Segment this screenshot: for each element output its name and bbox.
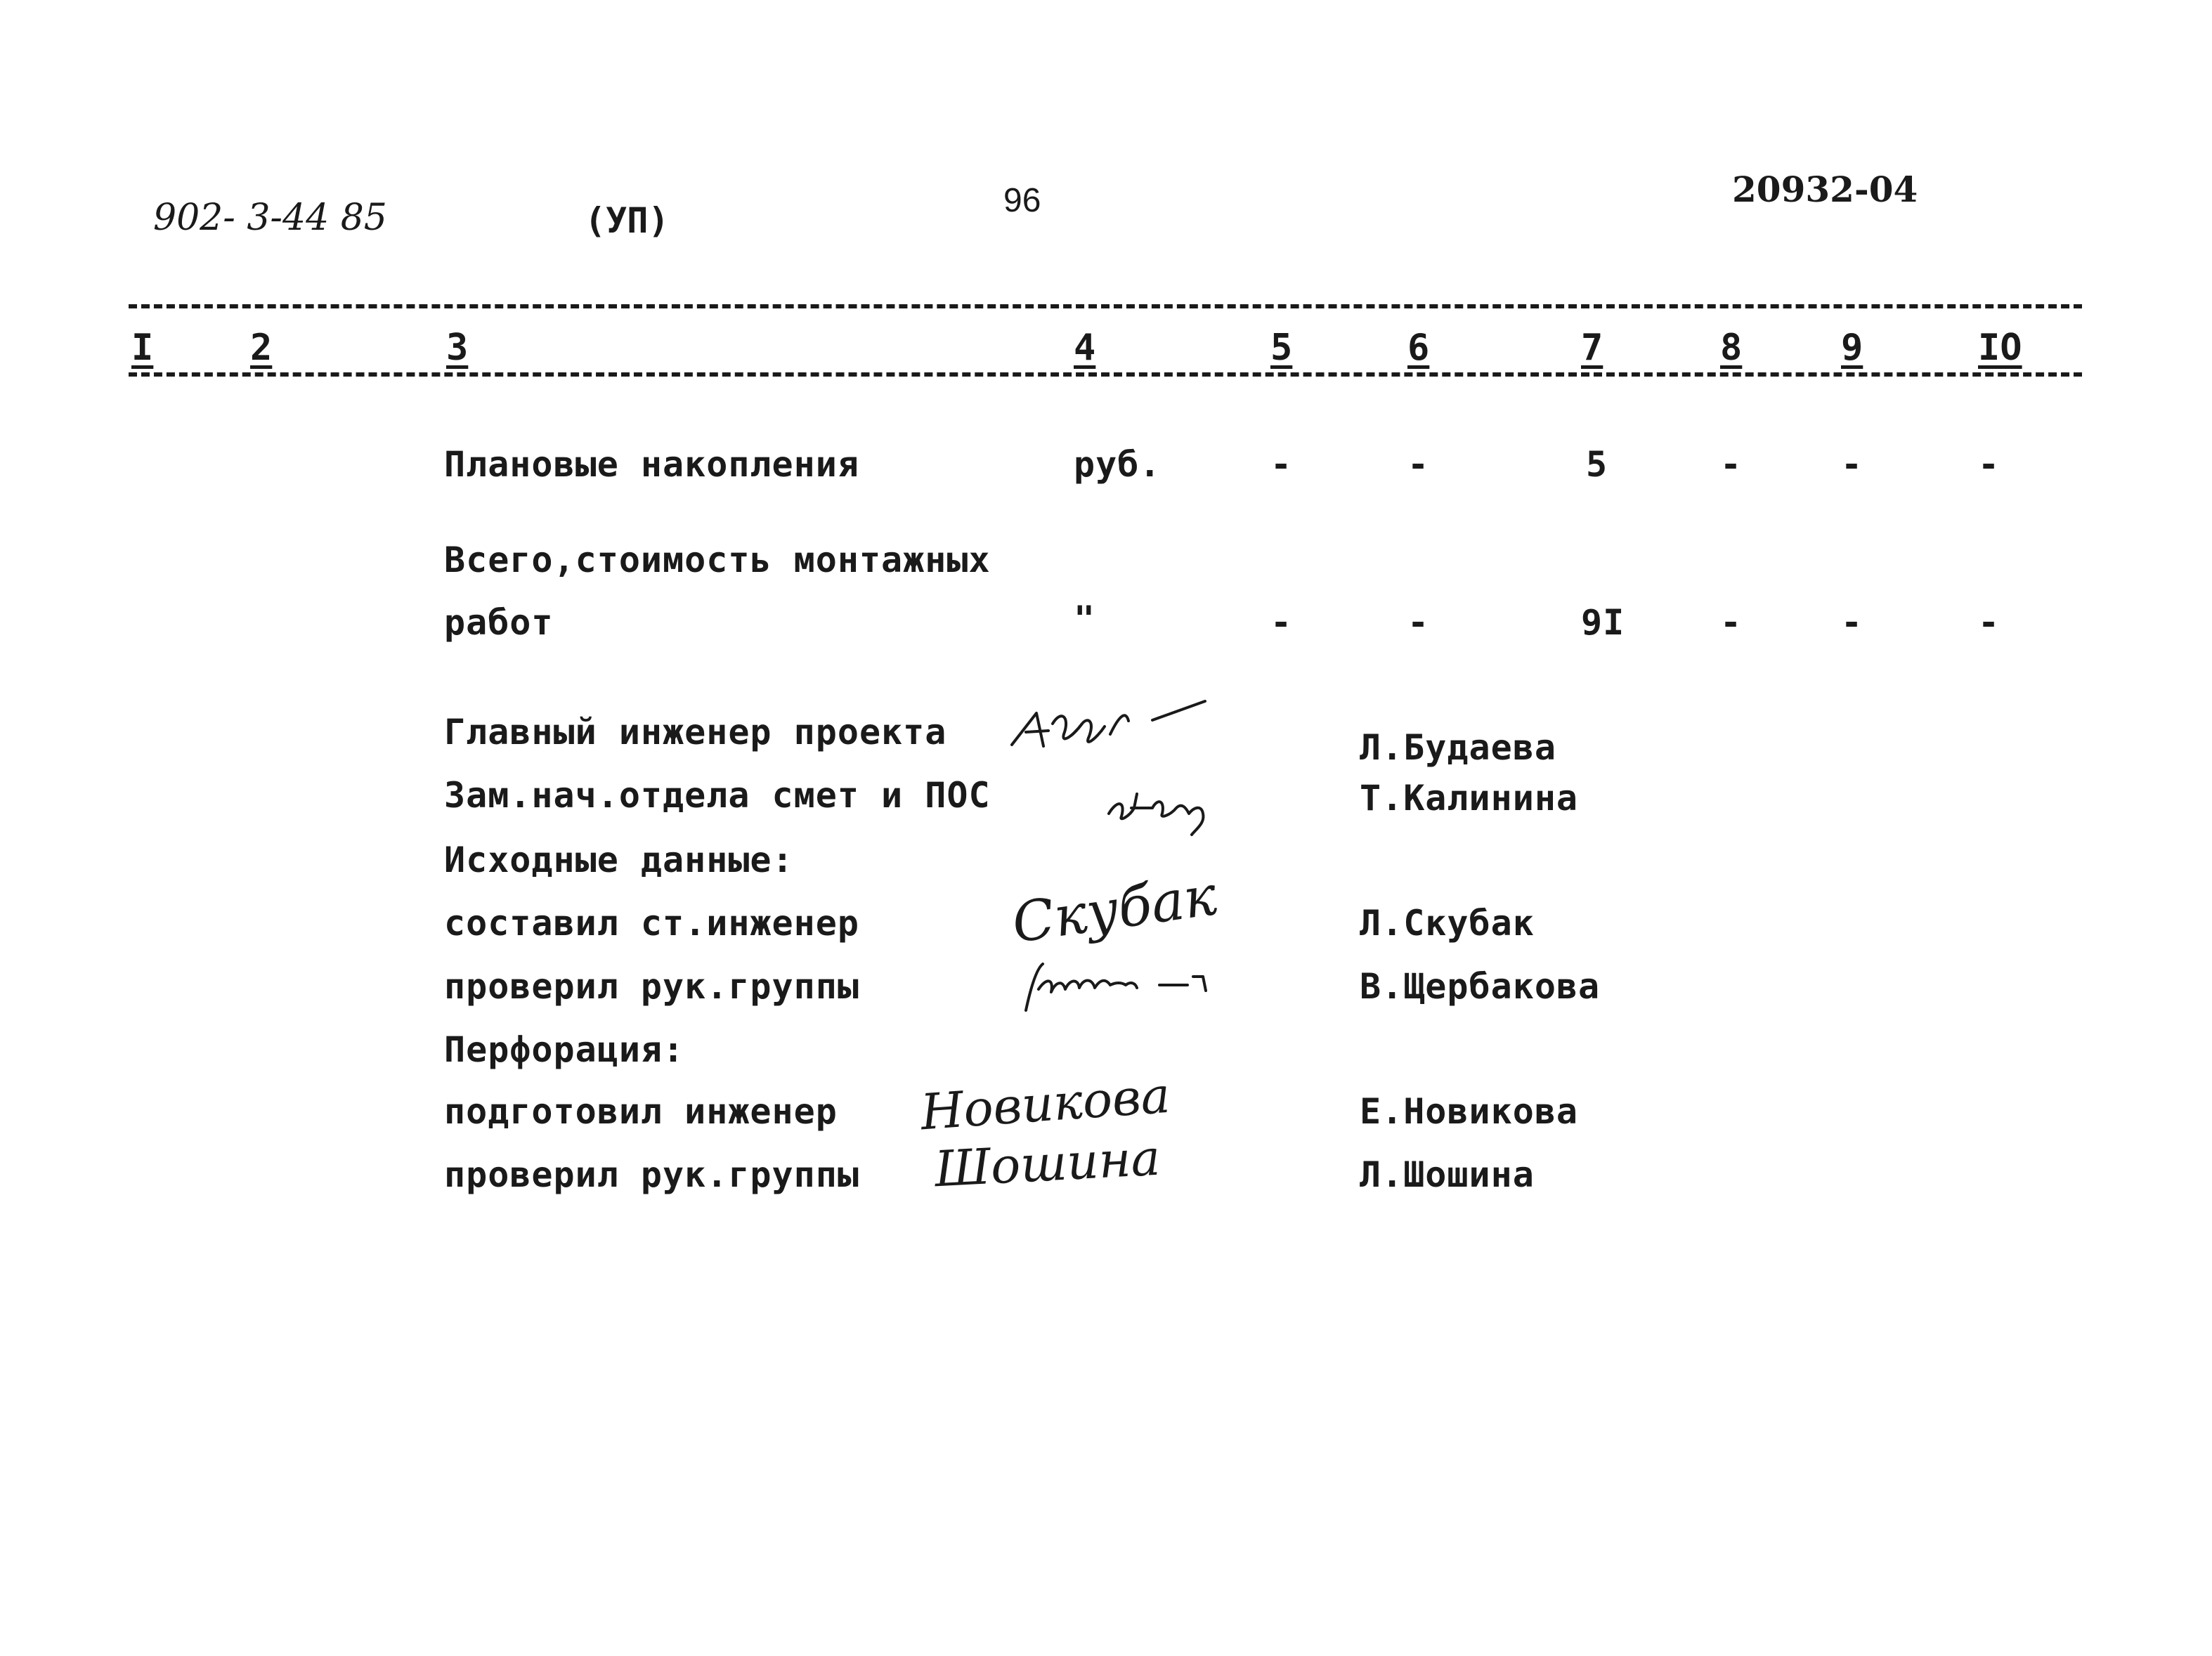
signature-name-compiled-by: Л.Скубак bbox=[1360, 903, 1535, 944]
doc-number: 902- 3-44 85 bbox=[153, 197, 387, 239]
column-8-number: 8 bbox=[1720, 327, 1743, 369]
handwritten-signature-chief-engineer bbox=[1005, 696, 1230, 773]
handwritten-signature-prepared-by: Новикова bbox=[918, 1066, 1172, 1142]
signature-role-deputy-head: Зам.нач.отдела смет и ПОС bbox=[444, 775, 991, 816]
column-1-number: I bbox=[131, 327, 154, 369]
row-label: Плановые накопления bbox=[444, 444, 859, 485]
row-col-9: - bbox=[1841, 444, 1863, 485]
column-4-number: 4 bbox=[1074, 327, 1096, 369]
archive-number: 20932-04 bbox=[1732, 169, 1918, 210]
row-col-10: - bbox=[1978, 444, 2000, 485]
header-bottom-rule bbox=[129, 372, 2082, 377]
row-unit: руб. bbox=[1074, 444, 1162, 485]
row-col-8: - bbox=[1720, 444, 1743, 485]
signature-name-deputy-head: Т.Калинина bbox=[1360, 778, 1579, 819]
row-label: Всего,стоимость монтажных bbox=[444, 540, 991, 580]
handwritten-signature-checked-by-perforation: Шошина bbox=[933, 1128, 1162, 1199]
row-col-6: - bbox=[1407, 444, 1430, 485]
header-top-rule bbox=[129, 304, 2082, 308]
signature-role-chief-engineer: Главный инженер проекта bbox=[444, 712, 947, 752]
handwritten-signature-compiled-by: Скубак bbox=[1008, 864, 1221, 956]
handwritten-signature-checked-by bbox=[1019, 948, 1251, 1019]
signature-role-prepared-by: подготовил инженер bbox=[444, 1091, 838, 1132]
column-5-number: 5 bbox=[1270, 327, 1293, 369]
row-label-continued: работ bbox=[444, 602, 554, 643]
column-7-number: 7 bbox=[1581, 327, 1603, 369]
row-col-5: - bbox=[1270, 444, 1293, 485]
section-heading-source-data: Исходные данные: bbox=[444, 840, 794, 880]
doc-type: (УП) bbox=[585, 200, 670, 241]
signature-name-checked-by-perforation: Л.Шошина bbox=[1360, 1154, 1535, 1195]
row-col-6: - bbox=[1407, 602, 1430, 643]
row-col-8: - bbox=[1720, 602, 1743, 643]
signature-role-checked-by: проверил рук.группы bbox=[444, 966, 859, 1007]
column-10-number: IO bbox=[1978, 327, 2022, 369]
signature-role-checked-by-perforation: проверил рук.группы bbox=[444, 1154, 859, 1195]
row-col-7: 9I bbox=[1581, 602, 1625, 643]
signature-role-compiled-by: составил ст.инженер bbox=[444, 903, 859, 944]
row-col-9: - bbox=[1841, 602, 1863, 643]
column-9-number: 9 bbox=[1841, 327, 1863, 369]
row-unit: " bbox=[1074, 599, 1096, 639]
handwritten-signature-deputy-head bbox=[1103, 773, 1223, 840]
row-col-10: - bbox=[1978, 602, 2000, 643]
column-2-number: 2 bbox=[250, 327, 273, 369]
page-number: 96 bbox=[1003, 182, 1041, 219]
signature-name-chief-engineer: Л.Будаева bbox=[1360, 727, 1556, 768]
signature-name-prepared-by: Е.Новикова bbox=[1360, 1091, 1579, 1132]
section-heading-perforation: Перфорация: bbox=[444, 1029, 685, 1070]
column-3-number: 3 bbox=[446, 327, 469, 369]
row-col-7: 5 bbox=[1586, 444, 1608, 485]
signature-name-checked-by: В.Щербакова bbox=[1360, 966, 1601, 1007]
row-col-5: - bbox=[1270, 602, 1293, 643]
column-6-number: 6 bbox=[1407, 327, 1430, 369]
